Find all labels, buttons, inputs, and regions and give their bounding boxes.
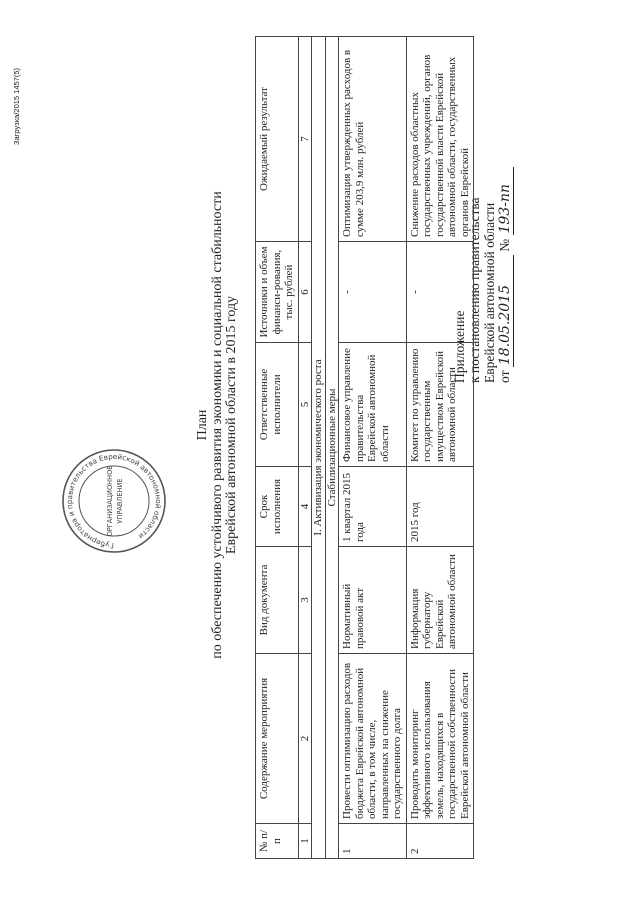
row-number: 1 — [339, 824, 407, 859]
title-line-1: План — [195, 409, 210, 441]
column-number: 4 — [298, 467, 312, 547]
row-financing: - — [339, 242, 407, 343]
header-term: Срок исполнения — [256, 467, 299, 547]
header-number: № п/п — [256, 824, 299, 859]
header-financing: Источники и объем финанси-рования, тыс. рублей — [256, 242, 299, 343]
footer-code: Загрузка/2015 1457(5) — [12, 67, 21, 145]
official-stamp — [60, 447, 168, 555]
header-doc-type: Вид документа — [256, 547, 299, 654]
appendix-no: № — [497, 238, 512, 252]
header-row — [256, 37, 299, 859]
plan-table — [255, 36, 474, 859]
title-line-3: Еврейской автономной области в 2015 году — [224, 295, 239, 555]
header-executors: Ответственные исполнители — [256, 343, 299, 467]
stamp-inner-line-2: УПРАВЛЕНИЕ — [116, 478, 124, 524]
column-number: 6 — [298, 242, 312, 343]
header-result: Ожидаемый результат — [256, 37, 299, 242]
row-term: 2015 год — [406, 467, 474, 547]
table-row — [406, 37, 474, 859]
subsection-row — [325, 37, 339, 859]
section-row — [312, 37, 326, 859]
document-title — [196, 145, 240, 705]
row-financing: - — [406, 242, 474, 343]
row-doc-type: Нормативный правовой акт — [339, 547, 407, 654]
table-row — [339, 37, 407, 859]
appendix-date: 18.05.2015 — [498, 255, 514, 367]
column-number: 5 — [298, 343, 312, 467]
row-executors: Финансовое управление правительства Еврейской автономной области — [339, 343, 407, 467]
column-number: 1 — [298, 824, 312, 859]
column-number: 2 — [298, 654, 312, 824]
stamp-inner-line-1: ОРГАНИЗАЦИОННОЕ — [106, 465, 114, 537]
row-executors: Комитет по управлению государственным имуществом Еврейской автономной области — [406, 343, 474, 467]
appendix-from: от — [497, 370, 512, 383]
title-line-2: по обеспечению устойчивого развития экономики и социальной стабильности — [209, 191, 225, 659]
appendix-label: Приложение — [452, 310, 467, 383]
row-result: Снижение расходов областных государственных учреждений, органов государственной власти Еврейской автономной области, государственных органов Еврейской — [406, 37, 474, 242]
appendix-date-line — [497, 23, 514, 383]
stamp-outer-text: Губернатора и правительства Еврейской автономной области — [64, 451, 164, 551]
column-number: 3 — [298, 547, 312, 654]
row-number: 2 — [406, 824, 474, 859]
appendix-line-1: к постановлению правительства — [467, 197, 482, 383]
row-doc-type: Информация губернатору Еврейской автономной области — [406, 547, 474, 654]
column-number-row — [298, 37, 312, 859]
appendix-line-2: Еврейской автономной области — [482, 202, 497, 383]
appendix-number: 193-пп — [498, 168, 514, 236]
row-content: Проводить мониторинг эффективного использования земель, находящихся в государственной собственности Еврейской автономной области — [406, 654, 474, 824]
subsection-title: Стабилизационные меры — [325, 37, 339, 859]
row-term: 1 квартал 2015 года — [339, 467, 407, 547]
row-result: Оптимизация утвержденных расходов в сумме 203,9 млн. рублей — [339, 37, 407, 242]
column-number: 7 — [298, 37, 312, 242]
header-content: Содержание мероприятия — [256, 654, 299, 824]
section-title: I. Активизация экономического роста — [312, 37, 326, 859]
row-content: Провести оптимизацию расходов бюджета Еврейской автономной области, в том числе, направленных на снижение государственного долга — [339, 654, 407, 824]
stamp-seal-icon — [60, 447, 168, 555]
